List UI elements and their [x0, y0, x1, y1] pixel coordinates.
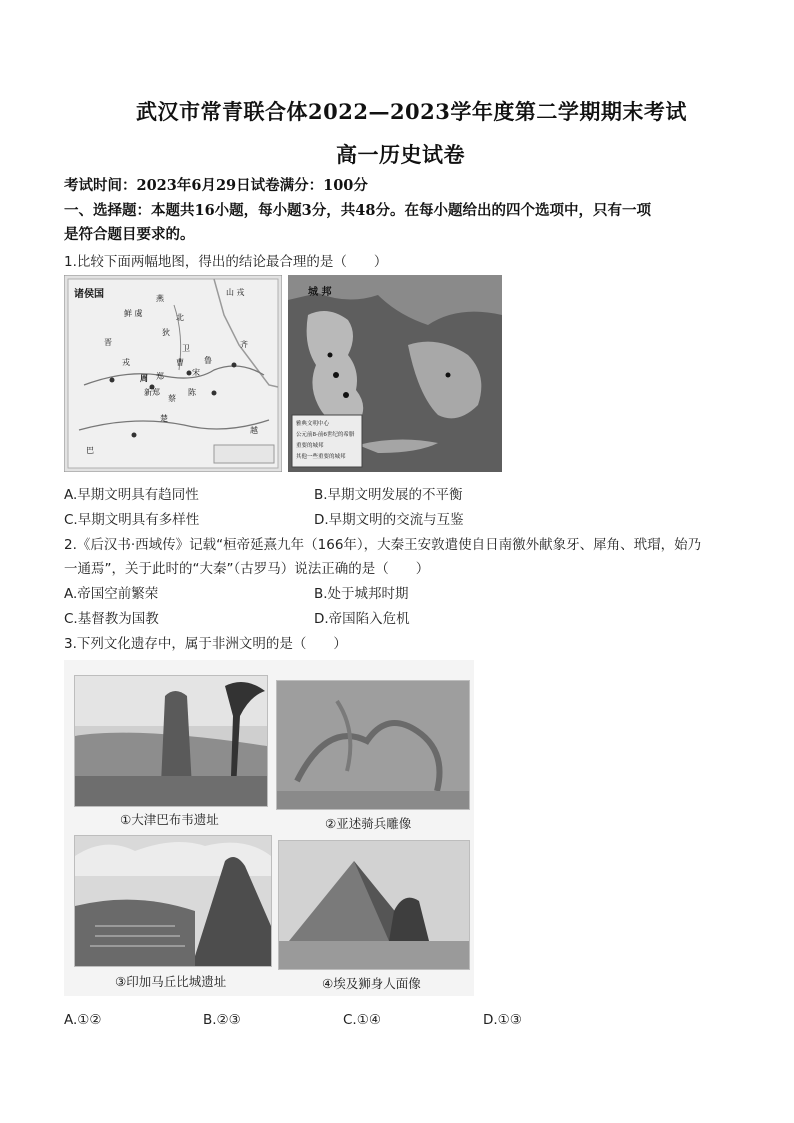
q2-option-d[interactable]: D.帝国陷入危机	[314, 611, 410, 627]
photo-egypt-sphinx-graphic	[279, 841, 469, 969]
section-instructions-line1: 一、选择题：本题共16小题，每小题3分，共48分。在每小题给出的四个选项中，只有一项	[64, 202, 651, 219]
map-label-cai: 蔡	[168, 394, 176, 403]
section-instructions-line2: 是符合题目要求的。	[64, 226, 195, 243]
legend-item-1: 雅典文明中心	[296, 421, 330, 427]
exam-title: 武汉市常青联合体2022—2023学年度第二学期期末考试	[136, 99, 687, 124]
legend-item-4: 其他一些重要的城邦	[296, 454, 346, 460]
map-feudal-states-graphic	[64, 275, 282, 472]
q1-stem: 1.比较下面两幅地图，得出的结论最合理的是（ ）	[64, 254, 388, 270]
caption-2: ②亚述骑兵雕像	[325, 816, 412, 831]
q2-option-c[interactable]: C.基督教为国教	[64, 611, 159, 627]
photo-great-zimbabwe-graphic	[75, 676, 267, 806]
photo-assyrian-relief-graphic	[277, 681, 469, 809]
map-label-shanrong: 山 戎	[226, 288, 245, 297]
q3-option-a[interactable]: A.①②	[64, 1012, 102, 1028]
q3-stem: 3.下列文化遗存中，属于非洲文明的是（ ）	[64, 636, 347, 652]
exam-info: 考试时间：2023年6月29日试卷满分：100分	[64, 177, 368, 194]
photo-egypt-sphinx	[278, 840, 470, 970]
q1-option-c[interactable]: C.早期文明具有多样性	[64, 512, 200, 528]
map-label-chen: 陈	[188, 388, 196, 397]
map-label-yan: 燕	[156, 294, 164, 303]
q2-option-a[interactable]: A.帝国空前繁荣	[64, 586, 159, 602]
q3-option-b[interactable]: B.②③	[203, 1012, 241, 1028]
q3-option-c[interactable]: C.①④	[343, 1012, 381, 1028]
map-label-zhou: 周	[140, 373, 148, 383]
map-city-states	[288, 275, 502, 472]
map-city-states-title: 城 邦	[308, 287, 332, 298]
photo-machu-picchu-graphic	[75, 836, 271, 966]
map-label-cao: 曹	[176, 358, 184, 367]
map-label-jin: 晋	[104, 338, 112, 347]
map-label-di: 狄	[162, 328, 170, 337]
q2-stem-line2: 一通焉”，关于此时的“大秦”（古罗马）说法正确的是（ ）	[64, 561, 430, 577]
legend-item-3: 重要的城邦	[296, 443, 324, 449]
map-feudal-states	[64, 275, 282, 472]
exam-subtitle: 高一历史试卷	[336, 142, 465, 167]
map-label-chu: 楚	[160, 414, 168, 423]
map-label-xianyu: 鲜 虞	[124, 309, 143, 318]
map-label-zheng: 郑	[156, 372, 164, 381]
q3-option-d[interactable]: D.①③	[483, 1012, 522, 1028]
map-label-yue: 越	[250, 426, 258, 435]
q1-option-b[interactable]: B.早期文明发展的不平衡	[314, 487, 463, 503]
map-label-rong: 戎	[122, 358, 130, 367]
map-city-states-legend	[296, 419, 354, 463]
map-label-wei: 卫	[182, 344, 190, 353]
q1-option-a[interactable]: A.早期文明具有趋同性	[64, 487, 199, 503]
map-label-bei: 北	[176, 313, 184, 322]
map-label-ba: 巴	[86, 446, 94, 455]
map-label-qi: 齐	[240, 340, 248, 349]
caption-4: ④埃及狮身人面像	[322, 976, 421, 991]
photo-machu-picchu	[74, 835, 272, 967]
photo-great-zimbabwe	[74, 675, 268, 807]
caption-3: ③印加马丘比城遗址	[115, 974, 227, 989]
photo-assyrian-relief	[276, 680, 470, 810]
legend-item-2: 公元前8-前6世纪的希腊	[296, 432, 355, 438]
map-label-lu: 鲁	[204, 356, 212, 365]
map-feudal-states-title: 诸侯国	[74, 289, 104, 300]
q1-option-d[interactable]: D.早期文明的交流与互鉴	[314, 512, 464, 528]
caption-1: ①大津巴布韦遗址	[120, 812, 219, 827]
map-label-xinzheng: 新郑	[144, 388, 160, 397]
q2-option-b[interactable]: B.处于城邦时期	[314, 586, 409, 602]
map-label-song: 宋	[192, 368, 200, 377]
q2-stem-line1: 2.《后汉书·西域传》记载“桓帝延熹九年（166年），大秦王安敦遣使自日南徼外献象牙、犀角、玳瑁，始乃	[64, 537, 702, 553]
